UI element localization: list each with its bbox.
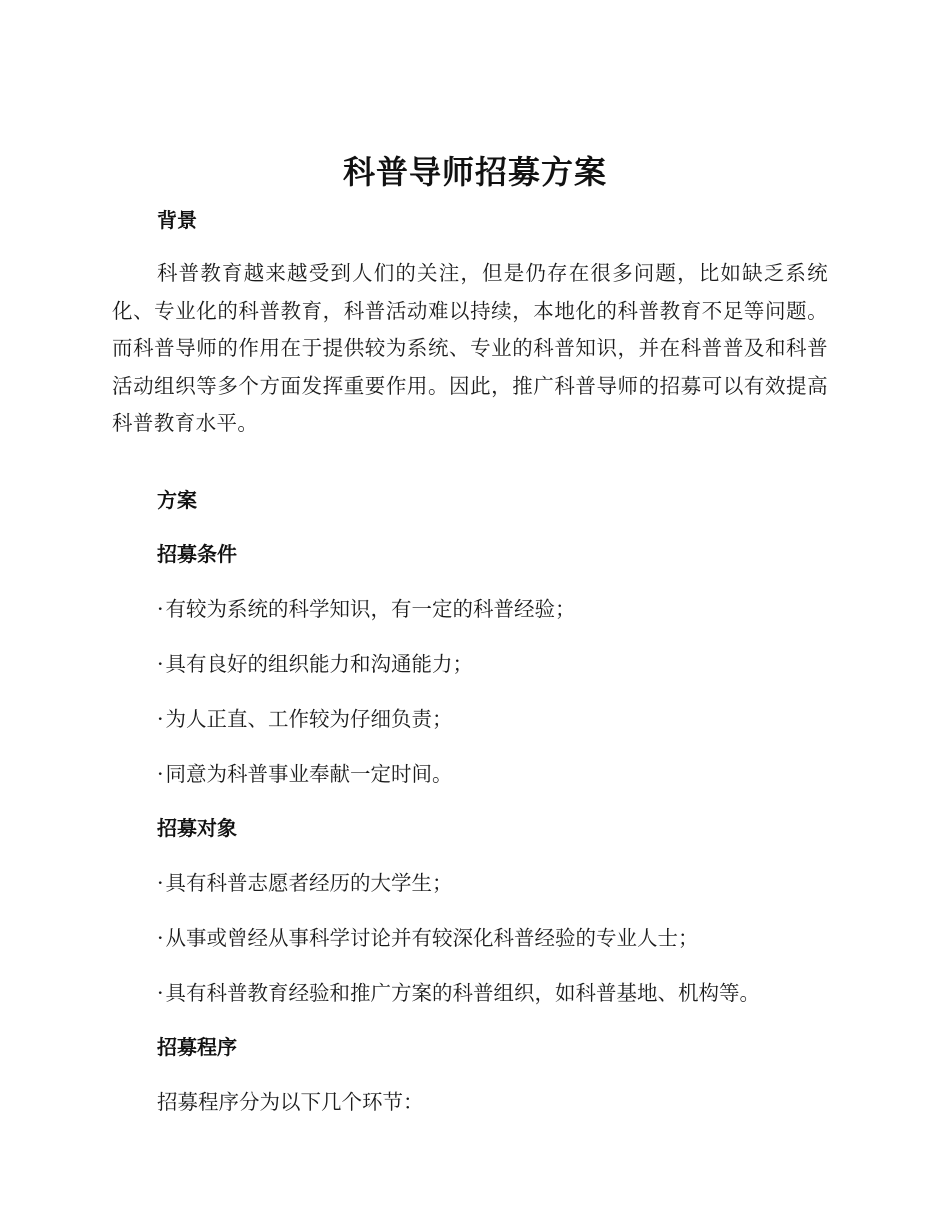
list-item: [157, 760, 453, 788]
bullet-icon: ·: [157, 762, 164, 786]
bullet-icon: ·: [157, 981, 164, 1005]
list-item-text: 具有科普教育经验和推广方案的科普组织，如科普基地、机构等。: [165, 981, 761, 1005]
list-item-text: 具有良好的组织能力和沟通能力；: [165, 652, 474, 676]
list-item-text: 为人正直、工作较为仔细负责；: [165, 707, 453, 731]
list-item-text: 同意为科普事业奉献一定时间。: [165, 762, 453, 786]
bullet-icon: ·: [157, 707, 164, 731]
bullet-icon: ·: [157, 871, 164, 895]
section-heading-plan: 方案: [157, 488, 197, 512]
section-heading-conditions: 招募条件: [157, 542, 237, 566]
list-item-text: 具有科普志愿者经历的大学生；: [165, 871, 453, 895]
list-item-text: 有较为系统的科学知识，有一定的科普经验；: [165, 597, 576, 621]
list-item: [157, 595, 576, 623]
bullet-icon: ·: [157, 926, 164, 950]
list-item: [157, 705, 453, 733]
list-item-text: 从事或曾经从事科学讨论并有较深化科普经验的专业人士；: [165, 926, 699, 950]
list-item: [157, 869, 453, 897]
bullet-icon: ·: [157, 597, 164, 621]
section-heading-background: 背景: [157, 208, 197, 232]
list-item: [157, 924, 699, 952]
bullet-icon: ·: [157, 652, 164, 676]
list-item: [157, 979, 760, 1007]
background-paragraph: 科普教育越来越受到人们的关注，但是仍存在很多问题，比如缺乏系统化、专业化的科普教育，科普活动难以持续，本地化的科普教育不足等问题。而科普导师的作用在于提供较为系统、专业的科普知识，并在科普普及和科普活动组织等多个方面发挥重要作用。因此，推广科普导师的招募可以有效提高科普教育水平。: [112, 261, 828, 435]
procedure-intro: 招募程序分为以下几个环节：: [157, 1090, 424, 1114]
section-heading-targets: 招募对象: [157, 816, 237, 840]
section-heading-procedure: 招募程序: [157, 1035, 237, 1059]
list-item: [157, 650, 473, 678]
document-title: 科普导师招募方案: [342, 153, 607, 191]
